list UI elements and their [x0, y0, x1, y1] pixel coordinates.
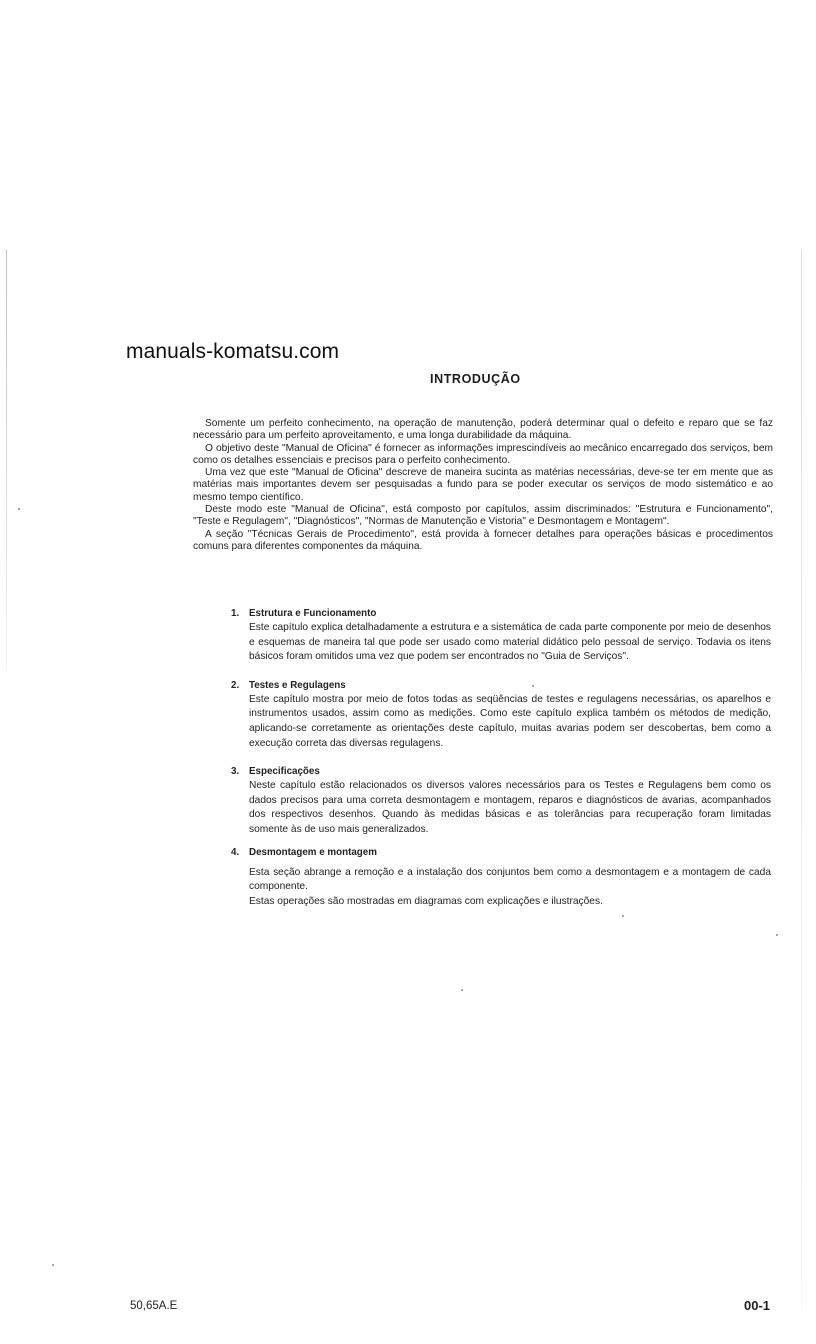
chapter-heading — [231, 846, 771, 860]
chapter-number: 4. — [231, 846, 240, 858]
chapter-number: 3. — [231, 766, 240, 778]
chapter-list — [231, 607, 771, 909]
scan-speck — [776, 934, 778, 936]
document-code: 50,65A.E — [130, 1300, 178, 1312]
watermark-text: manuals-komatsu.com — [126, 340, 340, 363]
chapter-body — [249, 779, 771, 837]
chapter-heading — [231, 765, 771, 779]
chapter-title: Desmontagem e montagem — [249, 846, 377, 858]
chapter-title: Estrutura e Funcionamento — [249, 608, 377, 619]
chapter-number: 1. — [231, 608, 240, 619]
chapter-title: Testes e Regulagens — [249, 679, 346, 691]
chapter-title: Especificações — [249, 766, 320, 778]
chapter-body — [249, 693, 771, 751]
chapter-heading — [231, 607, 771, 621]
chapter-paragraph: Este capítulo explica detalhadamente a estrutura e a sistemática de cada parte componente por meio de desenhos e esquemas de maneira tal que pode ser usado como material didático pelo pessoal de serviço. Todavia os itens básicos foram omitidos uma vez que podem ser encontrados no "Guia de Serviços". — [249, 622, 771, 663]
chapter-heading — [231, 679, 771, 693]
intro-paragraph: Somente um perfeito conhecimento, na operação de manutenção, poderá determinar qual o defeito e reparo que se faz necessário para um perfeito aproveitamento, e uma longa durabilidade da máquina. — [193, 418, 773, 442]
intro-paragraph: O objetivo deste "Manual de Oficina" é fornecer as informações imprescindíveis ao mecânico encarregado dos serviços, bem como os detalhes essenciais e precisos para o perfeito conhecimento. — [193, 442, 773, 466]
intro-paragraph: Uma vez que este "Manual de Oficina" descreve de maneira sucinta as matérias necessárias, deve-se ter em mente que as matérias mais importantes devem ser pesquisadas a fundo para se poder executar os serviços de modo sistemático e ao mesmo tempo científico. — [193, 467, 773, 503]
intro-paragraph: A seção "Técnicas Gerais de Procedimento", está provida à fornecer detalhes para operações básicas e procedimentos comuns para diferentes componentes da máquina. — [193, 528, 773, 552]
scan-speck — [461, 989, 463, 991]
chapter-paragraph: Neste capítulo estão relacionados os diversos valores necessários para os Testes e Regulagens bem como os dados precisos para uma correta desmontagem e montagem, reparos e diagnósticos de avarias, acompanhados dos respectivos desenhos. Quando às medidas básicas e as tolerâncias para recuperação foram limitadas somente às de uso mais generalizados. — [249, 780, 771, 835]
scan-speck — [52, 1264, 54, 1266]
scan-edge-left — [6, 250, 7, 670]
chapter-paragraph: Esta seção abrange a remoção e a instalação dos conjuntos bem como a desmontagem e a montagem de cada componente. — [249, 866, 771, 893]
chapter-body — [249, 621, 771, 665]
page-title: INTRODUÇÃO — [430, 372, 521, 386]
scan-speck — [622, 915, 624, 917]
chapter-number: 2. — [231, 679, 240, 691]
chapter-item — [231, 846, 771, 910]
page-number: 00-1 — [744, 1298, 771, 1313]
intro-paragraph: Deste modo este "Manual de Oficina", está composto por capítulos, assim discriminados: "Estrutura e Funcionamento", "Teste e Regulagem", "Diagnósticos", "Normas de Manutenção e Vistoria" e Desmontagem e Montagem". — [193, 504, 773, 528]
intro-text — [193, 418, 773, 553]
chapter-paragraph: Estas operações são mostradas em diagramas com explicações e ilustrações. — [249, 895, 603, 907]
scan-speck — [18, 508, 20, 510]
chapter-item — [231, 679, 771, 751]
scan-edge-right — [801, 250, 802, 1310]
scan-speck — [532, 685, 534, 687]
chapter-item — [231, 607, 771, 665]
chapter-body — [249, 866, 771, 910]
chapter-paragraph: Este capítulo mostra por meio de fotos todas as seqüências de testes e regulagens necessárias, os aparelhos e instrumentos usados, assim como as medições. Como este capítulo explica também os métodos de medição, aplicando-se corretamente as orientações deste capítulo, muitas avarias podem ser descobertas, bem como a execução correta das diversas regulagens. — [249, 693, 771, 749]
chapter-item — [231, 765, 771, 837]
